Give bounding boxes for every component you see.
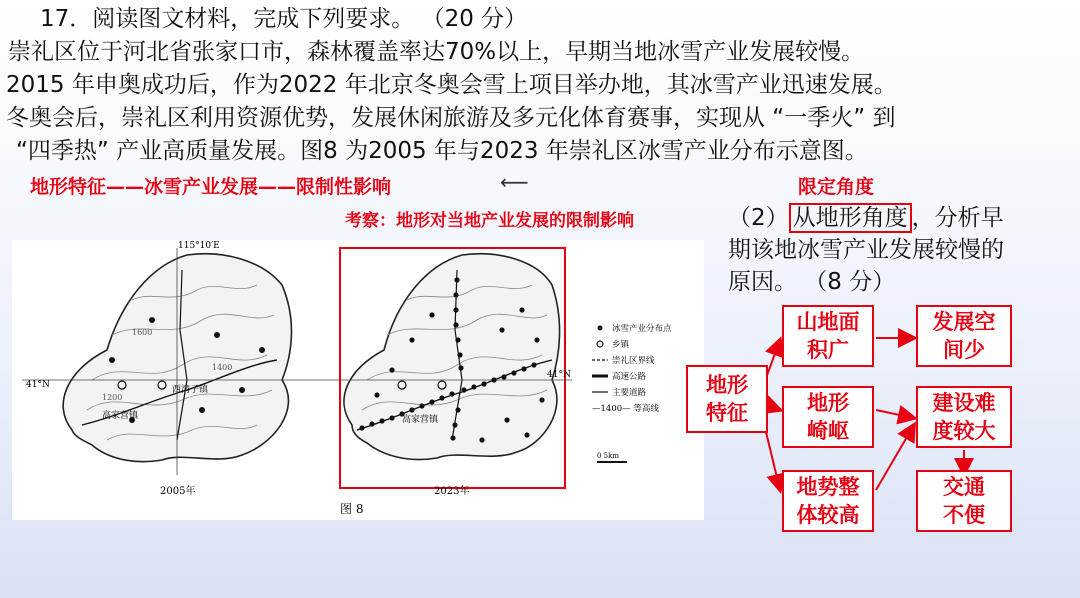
subquestion-line-1: [728, 203, 1004, 233]
map-2005: [22, 241, 312, 497]
town-label-left: 西湾子镇: [172, 385, 209, 395]
year-2005-label: 2005年: [160, 486, 196, 497]
flow-box-little-space: 发展空 间少: [916, 305, 1012, 367]
contour-label: 1600: [132, 328, 153, 337]
map-svg: [12, 240, 704, 520]
flow-box-poor-transport: 交通 不便: [916, 470, 1012, 532]
legend-item: 主要道路: [612, 388, 647, 398]
map-2023: [312, 254, 572, 497]
contour-label: 1200: [102, 393, 123, 402]
longitude-label: 115°10′E: [178, 241, 220, 251]
question-line-4: 冬奥会后，崇礼区利用资源优势，发展休闲旅游及多元化体育赛事，实现从 “一季火” 到: [6, 105, 896, 131]
year-2023-label: 2023年: [434, 486, 470, 497]
chain-annotation: 地形特征——冰雪产业发展——限制性影响: [30, 176, 392, 198]
subquestion-prefix: （2）: [728, 205, 789, 231]
flow-box-mountain-area: 山地面 积广: [782, 305, 874, 367]
figure-8: [12, 240, 704, 520]
angle-annotation: 限定角度: [798, 176, 875, 198]
figure-caption: 图 8: [340, 502, 364, 516]
subquestion-line-2: 期该地冰雪产业发展较慢的: [728, 237, 1004, 263]
flow-box-high-elevation: 地势整 体较高: [782, 470, 874, 532]
subquestion-line-3: 原因。 （8 分）: [728, 269, 896, 295]
flow-root-box: 地形 特征: [686, 365, 768, 433]
town-label-right: 高家营镇: [402, 415, 439, 425]
town-label-left-2: 高家营镇: [102, 411, 139, 421]
legend-item: 崇礼区界线: [612, 356, 655, 366]
legend-item: 冰雪产业分布点: [612, 324, 672, 334]
question-line-5: “四季热” 产业高质量发展。图8 为2005 年与2023 年崇礼区冰雪产业分布示意图。: [16, 138, 868, 164]
contour-label: 1400: [212, 363, 233, 372]
flow-box-rugged-terrain: 地形 崎岖: [782, 386, 874, 448]
legend-item: —1400— 等高线: [592, 404, 659, 414]
question-line-3: 2015 年申奥成功后，作为2022 年北京冬奥会雪上项目举办地，其冰雪产业迅速发展。: [6, 72, 897, 98]
legend-item: 高速公路: [612, 372, 647, 382]
map-legend: [592, 323, 672, 462]
question-line-1: 17．阅读图文材料，完成下列要求。 （20 分）: [40, 6, 528, 32]
arrow-left-icon: ⟵: [500, 170, 529, 194]
legend-item: 乡镇: [612, 340, 630, 350]
keyword-box: 从地形角度: [789, 203, 912, 233]
scale-bar: 0 5km: [597, 452, 620, 460]
subquestion-rest: ，分析早: [911, 205, 1004, 231]
examine-annotation: 考察：地形对当地产业发展的限制影响: [345, 211, 634, 231]
flow-box-construction-difficult: 建设难 度较大: [916, 386, 1012, 448]
latitude-label-left: 41°N: [26, 380, 50, 390]
latitude-label-right: 41°N: [547, 370, 571, 380]
question-line-2: 崇礼区位于河北省张家口市，森林覆盖率达70%以上，早期当地冰雪产业发展较慢。: [8, 39, 865, 65]
